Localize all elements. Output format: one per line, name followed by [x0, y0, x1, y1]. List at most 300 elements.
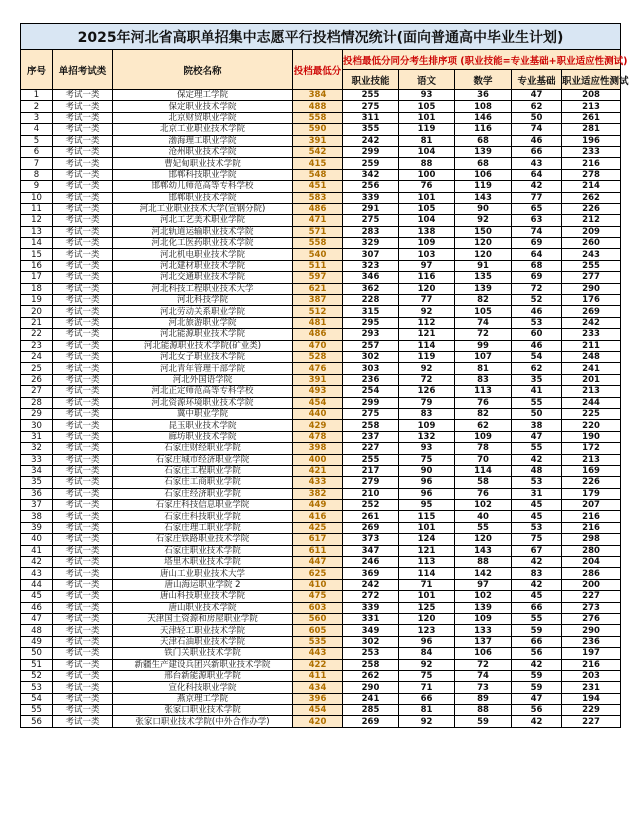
cell-math: 106 [455, 648, 512, 659]
table-row [21, 295, 621, 306]
cell-base: 62 [512, 363, 562, 374]
cell-min-score: 540 [293, 249, 343, 260]
cell-min-score: 611 [293, 545, 343, 556]
cell-category: 考试一类 [53, 602, 113, 613]
header-math: 数学 [455, 70, 512, 90]
cell-chinese: 132 [399, 431, 455, 442]
cell-skill: 241 [343, 693, 399, 704]
cell-math: 62 [455, 420, 512, 431]
cell-skill: 293 [343, 329, 399, 340]
cell-category: 考试一类 [53, 329, 113, 340]
cell-math: 143 [455, 545, 512, 556]
cell-min-score: 454 [293, 705, 343, 716]
cell-skill: 299 [343, 397, 399, 408]
cell-skill: 362 [343, 283, 399, 294]
cell-chinese: 119 [399, 351, 455, 362]
cell-category: 考试一类 [53, 648, 113, 659]
cell-min-score: 425 [293, 522, 343, 533]
cell-category: 考试一类 [53, 557, 113, 568]
cell-skill: 258 [343, 659, 399, 670]
cell-chinese: 92 [399, 716, 455, 727]
cell-base: 67 [512, 545, 562, 556]
table-row [21, 90, 621, 101]
cell-skill: 302 [343, 351, 399, 362]
cell-base: 56 [512, 648, 562, 659]
cell-chinese: 109 [399, 420, 455, 431]
cell-math: 36 [455, 90, 512, 101]
cell-aptitude: 213 [562, 101, 621, 112]
table-row [21, 397, 621, 408]
cell-index: 16 [21, 260, 53, 271]
cell-chinese: 123 [399, 625, 455, 636]
table-row [21, 386, 621, 397]
table-row [21, 215, 621, 226]
cell-base: 83 [512, 568, 562, 579]
cell-math: 91 [455, 260, 512, 271]
cell-base: 42 [512, 181, 562, 192]
cell-category: 考试一类 [53, 477, 113, 488]
cell-math: 120 [455, 534, 512, 545]
cell-school: 石家庄财经职业学院 [113, 443, 293, 454]
cell-skill: 303 [343, 363, 399, 374]
cell-math: 83 [455, 374, 512, 385]
table-row [21, 181, 621, 192]
cell-base: 55 [512, 397, 562, 408]
table-row [21, 659, 621, 670]
cell-min-score: 617 [293, 534, 343, 545]
cell-base: 69 [512, 238, 562, 249]
table-row [21, 146, 621, 157]
table-row [21, 716, 621, 727]
table-row [21, 454, 621, 465]
cell-aptitude: 243 [562, 249, 621, 260]
cell-aptitude: 190 [562, 431, 621, 442]
cell-school: 河北建材职业技术学院 [113, 260, 293, 271]
cell-skill: 339 [343, 602, 399, 613]
cell-aptitude: 255 [562, 260, 621, 271]
cell-chinese: 83 [399, 408, 455, 419]
cell-aptitude: 248 [562, 351, 621, 362]
cell-min-score: 451 [293, 181, 343, 192]
cell-category: 考试一类 [53, 431, 113, 442]
cell-min-score: 411 [293, 670, 343, 681]
cell-index: 22 [21, 329, 53, 340]
cell-category: 考试一类 [53, 215, 113, 226]
cell-school: 河北女子职业技术学院 [113, 351, 293, 362]
cell-school: 河北资源环境职业技术学院 [113, 397, 293, 408]
cell-school: 渤海理工职业学院 [113, 135, 293, 146]
cell-chinese: 96 [399, 488, 455, 499]
cell-school: 唐山职业技术学院 [113, 602, 293, 613]
cell-chinese: 114 [399, 568, 455, 579]
cell-skill: 299 [343, 146, 399, 157]
cell-math: 55 [455, 522, 512, 533]
cell-math: 88 [455, 705, 512, 716]
cell-school: 河北机电职业技术学院 [113, 249, 293, 260]
cell-chinese: 75 [399, 670, 455, 681]
header-category: 单招考试类 [53, 50, 113, 90]
cell-chinese: 92 [399, 363, 455, 374]
cell-chinese: 88 [399, 158, 455, 169]
table-row [21, 431, 621, 442]
cell-min-score: 440 [293, 408, 343, 419]
cell-chinese: 138 [399, 226, 455, 237]
cell-chinese: 93 [399, 443, 455, 454]
cell-base: 66 [512, 636, 562, 647]
cell-math: 102 [455, 500, 512, 511]
table-row [21, 522, 621, 533]
cell-chinese: 126 [399, 386, 455, 397]
cell-math: 40 [455, 511, 512, 522]
cell-aptitude: 194 [562, 693, 621, 704]
cell-skill: 342 [343, 169, 399, 180]
cell-skill: 210 [343, 488, 399, 499]
cell-aptitude: 298 [562, 534, 621, 545]
cell-chinese: 113 [399, 557, 455, 568]
cell-base: 50 [512, 112, 562, 123]
cell-aptitude: 216 [562, 659, 621, 670]
cell-aptitude: 261 [562, 112, 621, 123]
cell-category: 考试一类 [53, 625, 113, 636]
cell-aptitude: 236 [562, 636, 621, 647]
cell-aptitude: 226 [562, 203, 621, 214]
cell-skill: 227 [343, 443, 399, 454]
table-row [21, 488, 621, 499]
cell-math: 90 [455, 203, 512, 214]
table-row [21, 306, 621, 317]
cell-chinese: 114 [399, 340, 455, 351]
cell-math: 109 [455, 613, 512, 624]
cell-index: 39 [21, 522, 53, 533]
cell-math: 73 [455, 682, 512, 693]
cell-chinese: 101 [399, 112, 455, 123]
cell-school: 新疆生产建设兵团兴新职业技术学院 [113, 659, 293, 670]
table-row [21, 272, 621, 283]
cell-base: 47 [512, 431, 562, 442]
cell-min-score: 434 [293, 682, 343, 693]
cell-index: 38 [21, 511, 53, 522]
cell-base: 45 [512, 511, 562, 522]
cell-index: 12 [21, 215, 53, 226]
cell-skill: 228 [343, 295, 399, 306]
cell-min-score: 416 [293, 511, 343, 522]
cell-index: 48 [21, 625, 53, 636]
cell-math: 68 [455, 158, 512, 169]
cell-aptitude: 212 [562, 215, 621, 226]
cell-school: 邢台新能源职业学院 [113, 670, 293, 681]
table-row [21, 226, 621, 237]
cell-chinese: 105 [399, 203, 455, 214]
cell-school: 天津石油职业技术学院 [113, 636, 293, 647]
cell-aptitude: 204 [562, 557, 621, 568]
cell-skill: 217 [343, 465, 399, 476]
cell-min-score: 488 [293, 101, 343, 112]
cell-base: 59 [512, 682, 562, 693]
cell-index: 42 [21, 557, 53, 568]
cell-skill: 302 [343, 636, 399, 647]
cell-aptitude: 262 [562, 192, 621, 203]
table-row [21, 636, 621, 647]
cell-chinese: 104 [399, 215, 455, 226]
cell-min-score: 470 [293, 340, 343, 351]
cell-base: 64 [512, 249, 562, 260]
cell-aptitude: 216 [562, 511, 621, 522]
cell-aptitude: 290 [562, 625, 621, 636]
table-row [21, 443, 621, 454]
cell-aptitude: 203 [562, 670, 621, 681]
cell-school: 邯郸科技职业学院 [113, 169, 293, 180]
cell-min-score: 476 [293, 363, 343, 374]
cell-chinese: 95 [399, 500, 455, 511]
cell-index: 13 [21, 226, 53, 237]
cell-base: 66 [512, 602, 562, 613]
table-row [21, 648, 621, 659]
cell-index: 36 [21, 488, 53, 499]
cell-math: 120 [455, 238, 512, 249]
cell-school: 河北正定师范高等专科学校 [113, 386, 293, 397]
cell-index: 21 [21, 317, 53, 328]
cell-base: 66 [512, 146, 562, 157]
table-row [21, 625, 621, 636]
cell-base: 42 [512, 659, 562, 670]
cell-min-score: 590 [293, 124, 343, 135]
cell-school: 石家庄科技职业学院 [113, 511, 293, 522]
cell-min-score: 603 [293, 602, 343, 613]
cell-min-score: 415 [293, 158, 343, 169]
cell-index: 34 [21, 465, 53, 476]
cell-math: 92 [455, 215, 512, 226]
cell-index: 46 [21, 602, 53, 613]
cell-index: 32 [21, 443, 53, 454]
cell-index: 4 [21, 124, 53, 135]
table-row [21, 283, 621, 294]
cell-math: 76 [455, 488, 512, 499]
cell-school: 曹妃甸职业技术学院 [113, 158, 293, 169]
cell-chinese: 112 [399, 317, 455, 328]
cell-math: 106 [455, 169, 512, 180]
cell-math: 72 [455, 329, 512, 340]
cell-min-score: 447 [293, 557, 343, 568]
cell-chinese: 96 [399, 477, 455, 488]
cell-aptitude: 200 [562, 579, 621, 590]
cell-min-score: 558 [293, 238, 343, 249]
header-min-score: 投档最低分 [293, 50, 343, 90]
cell-index: 31 [21, 431, 53, 442]
cell-school: 河北交通职业技术学院 [113, 272, 293, 283]
header-chinese: 语文 [399, 70, 455, 90]
cell-index: 45 [21, 591, 53, 602]
table-row [21, 203, 621, 214]
cell-skill: 252 [343, 500, 399, 511]
cell-chinese: 103 [399, 249, 455, 260]
cell-category: 考试一类 [53, 135, 113, 146]
cell-school: 石家庄科技信息职业学院 [113, 500, 293, 511]
cell-category: 考试一类 [53, 181, 113, 192]
cell-aptitude: 290 [562, 283, 621, 294]
cell-index: 40 [21, 534, 53, 545]
cell-math: 78 [455, 443, 512, 454]
cell-category: 考试一类 [53, 283, 113, 294]
cell-min-score: 422 [293, 659, 343, 670]
cell-school: 北京财贸职业学院 [113, 112, 293, 123]
cell-category: 考试一类 [53, 260, 113, 271]
cell-skill: 355 [343, 124, 399, 135]
cell-min-score: 475 [293, 591, 343, 602]
table-row [21, 613, 621, 624]
cell-category: 考试一类 [53, 124, 113, 135]
cell-math: 72 [455, 659, 512, 670]
cell-math: 59 [455, 716, 512, 727]
cell-aptitude: 233 [562, 329, 621, 340]
cell-skill: 290 [343, 682, 399, 693]
cell-chinese: 124 [399, 534, 455, 545]
cell-min-score: 548 [293, 169, 343, 180]
cell-math: 119 [455, 181, 512, 192]
cell-min-score: 449 [293, 500, 343, 511]
cell-index: 5 [21, 135, 53, 146]
cell-index: 47 [21, 613, 53, 624]
cell-min-score: 429 [293, 420, 343, 431]
cell-school: 塔里木职业技术学院 [113, 557, 293, 568]
cell-min-score: 493 [293, 386, 343, 397]
cell-base: 47 [512, 693, 562, 704]
cell-base: 53 [512, 477, 562, 488]
cell-category: 考试一类 [53, 146, 113, 157]
cell-school: 保定职业技术学院 [113, 101, 293, 112]
table-row [21, 317, 621, 328]
cell-aptitude: 280 [562, 545, 621, 556]
cell-aptitude: 276 [562, 613, 621, 624]
cell-category: 考试一类 [53, 454, 113, 465]
cell-category: 考试一类 [53, 465, 113, 476]
cell-category: 考试一类 [53, 238, 113, 249]
cell-index: 54 [21, 693, 53, 704]
cell-min-score: 396 [293, 693, 343, 704]
cell-math: 139 [455, 283, 512, 294]
cell-index: 49 [21, 636, 53, 647]
cell-min-score: 420 [293, 716, 343, 727]
cell-school: 北京工业职业技术学院 [113, 124, 293, 135]
cell-index: 23 [21, 340, 53, 351]
cell-min-score: 625 [293, 568, 343, 579]
cell-math: 76 [455, 397, 512, 408]
cell-aptitude: 214 [562, 181, 621, 192]
cell-category: 考试一类 [53, 500, 113, 511]
cell-base: 42 [512, 579, 562, 590]
header-base: 专业基础 [512, 70, 562, 90]
cell-base: 59 [512, 625, 562, 636]
cell-chinese: 72 [399, 374, 455, 385]
cell-category: 考试一类 [53, 420, 113, 431]
cell-base: 43 [512, 158, 562, 169]
table-row [21, 101, 621, 112]
cell-category: 考试一类 [53, 488, 113, 499]
cell-school: 河北旅游职业学院 [113, 317, 293, 328]
cell-skill: 279 [343, 477, 399, 488]
cell-min-score: 558 [293, 112, 343, 123]
cell-index: 19 [21, 295, 53, 306]
cell-category: 考试一类 [53, 101, 113, 112]
cell-min-score: 481 [293, 317, 343, 328]
cell-category: 考试一类 [53, 158, 113, 169]
cell-school: 河北外国语学院 [113, 374, 293, 385]
cell-skill: 315 [343, 306, 399, 317]
cell-chinese: 84 [399, 648, 455, 659]
cell-skill: 242 [343, 579, 399, 590]
cell-aptitude: 213 [562, 454, 621, 465]
cell-aptitude: 225 [562, 408, 621, 419]
header-aptitude: 职业适应性测试 [562, 70, 621, 90]
cell-math: 114 [455, 465, 512, 476]
cell-skill: 255 [343, 90, 399, 101]
cell-school: 河北科技学院 [113, 295, 293, 306]
cell-math: 82 [455, 295, 512, 306]
cell-math: 109 [455, 431, 512, 442]
cell-min-score: 511 [293, 260, 343, 271]
cell-aptitude: 229 [562, 705, 621, 716]
table-row [21, 260, 621, 271]
cell-math: 68 [455, 135, 512, 146]
cell-aptitude: 260 [562, 238, 621, 249]
cell-math: 137 [455, 636, 512, 647]
cell-math: 82 [455, 408, 512, 419]
cell-index: 6 [21, 146, 53, 157]
table-row [21, 602, 621, 613]
cell-min-score: 400 [293, 454, 343, 465]
table-row [21, 682, 621, 693]
cell-category: 考试一类 [53, 203, 113, 214]
cell-math: 113 [455, 386, 512, 397]
cell-school: 唐山海运职业学院 2 [113, 579, 293, 590]
table-row [21, 329, 621, 340]
cell-min-score: 391 [293, 135, 343, 146]
cell-math: 74 [455, 670, 512, 681]
cell-school: 张家口职业技术学院(中外合作办学) [113, 716, 293, 727]
cell-skill: 269 [343, 716, 399, 727]
cell-category: 考试一类 [53, 295, 113, 306]
table-row [21, 545, 621, 556]
table-row [21, 169, 621, 180]
cell-skill: 275 [343, 215, 399, 226]
cell-school: 唐山科技职业技术学院 [113, 591, 293, 602]
cell-category: 考试一类 [53, 112, 113, 123]
cell-skill: 339 [343, 192, 399, 203]
cell-skill: 373 [343, 534, 399, 545]
cell-base: 38 [512, 420, 562, 431]
cell-base: 74 [512, 226, 562, 237]
cell-aptitude: 176 [562, 295, 621, 306]
cell-aptitude: 286 [562, 568, 621, 579]
cell-math: 133 [455, 625, 512, 636]
cell-school: 宣化科技职业学院 [113, 682, 293, 693]
cell-aptitude: 269 [562, 306, 621, 317]
cell-math: 150 [455, 226, 512, 237]
cell-skill: 285 [343, 705, 399, 716]
cell-index: 1 [21, 90, 53, 101]
header-school: 院校名称 [113, 50, 293, 90]
cell-category: 考试一类 [53, 408, 113, 419]
cell-base: 75 [512, 534, 562, 545]
cell-chinese: 101 [399, 522, 455, 533]
cell-base: 69 [512, 272, 562, 283]
cell-category: 考试一类 [53, 568, 113, 579]
cell-min-score: 512 [293, 306, 343, 317]
cell-index: 24 [21, 351, 53, 362]
cell-index: 37 [21, 500, 53, 511]
cell-chinese: 77 [399, 295, 455, 306]
cell-school: 唐山工业职业技术大学 [113, 568, 293, 579]
cell-aptitude: 242 [562, 317, 621, 328]
